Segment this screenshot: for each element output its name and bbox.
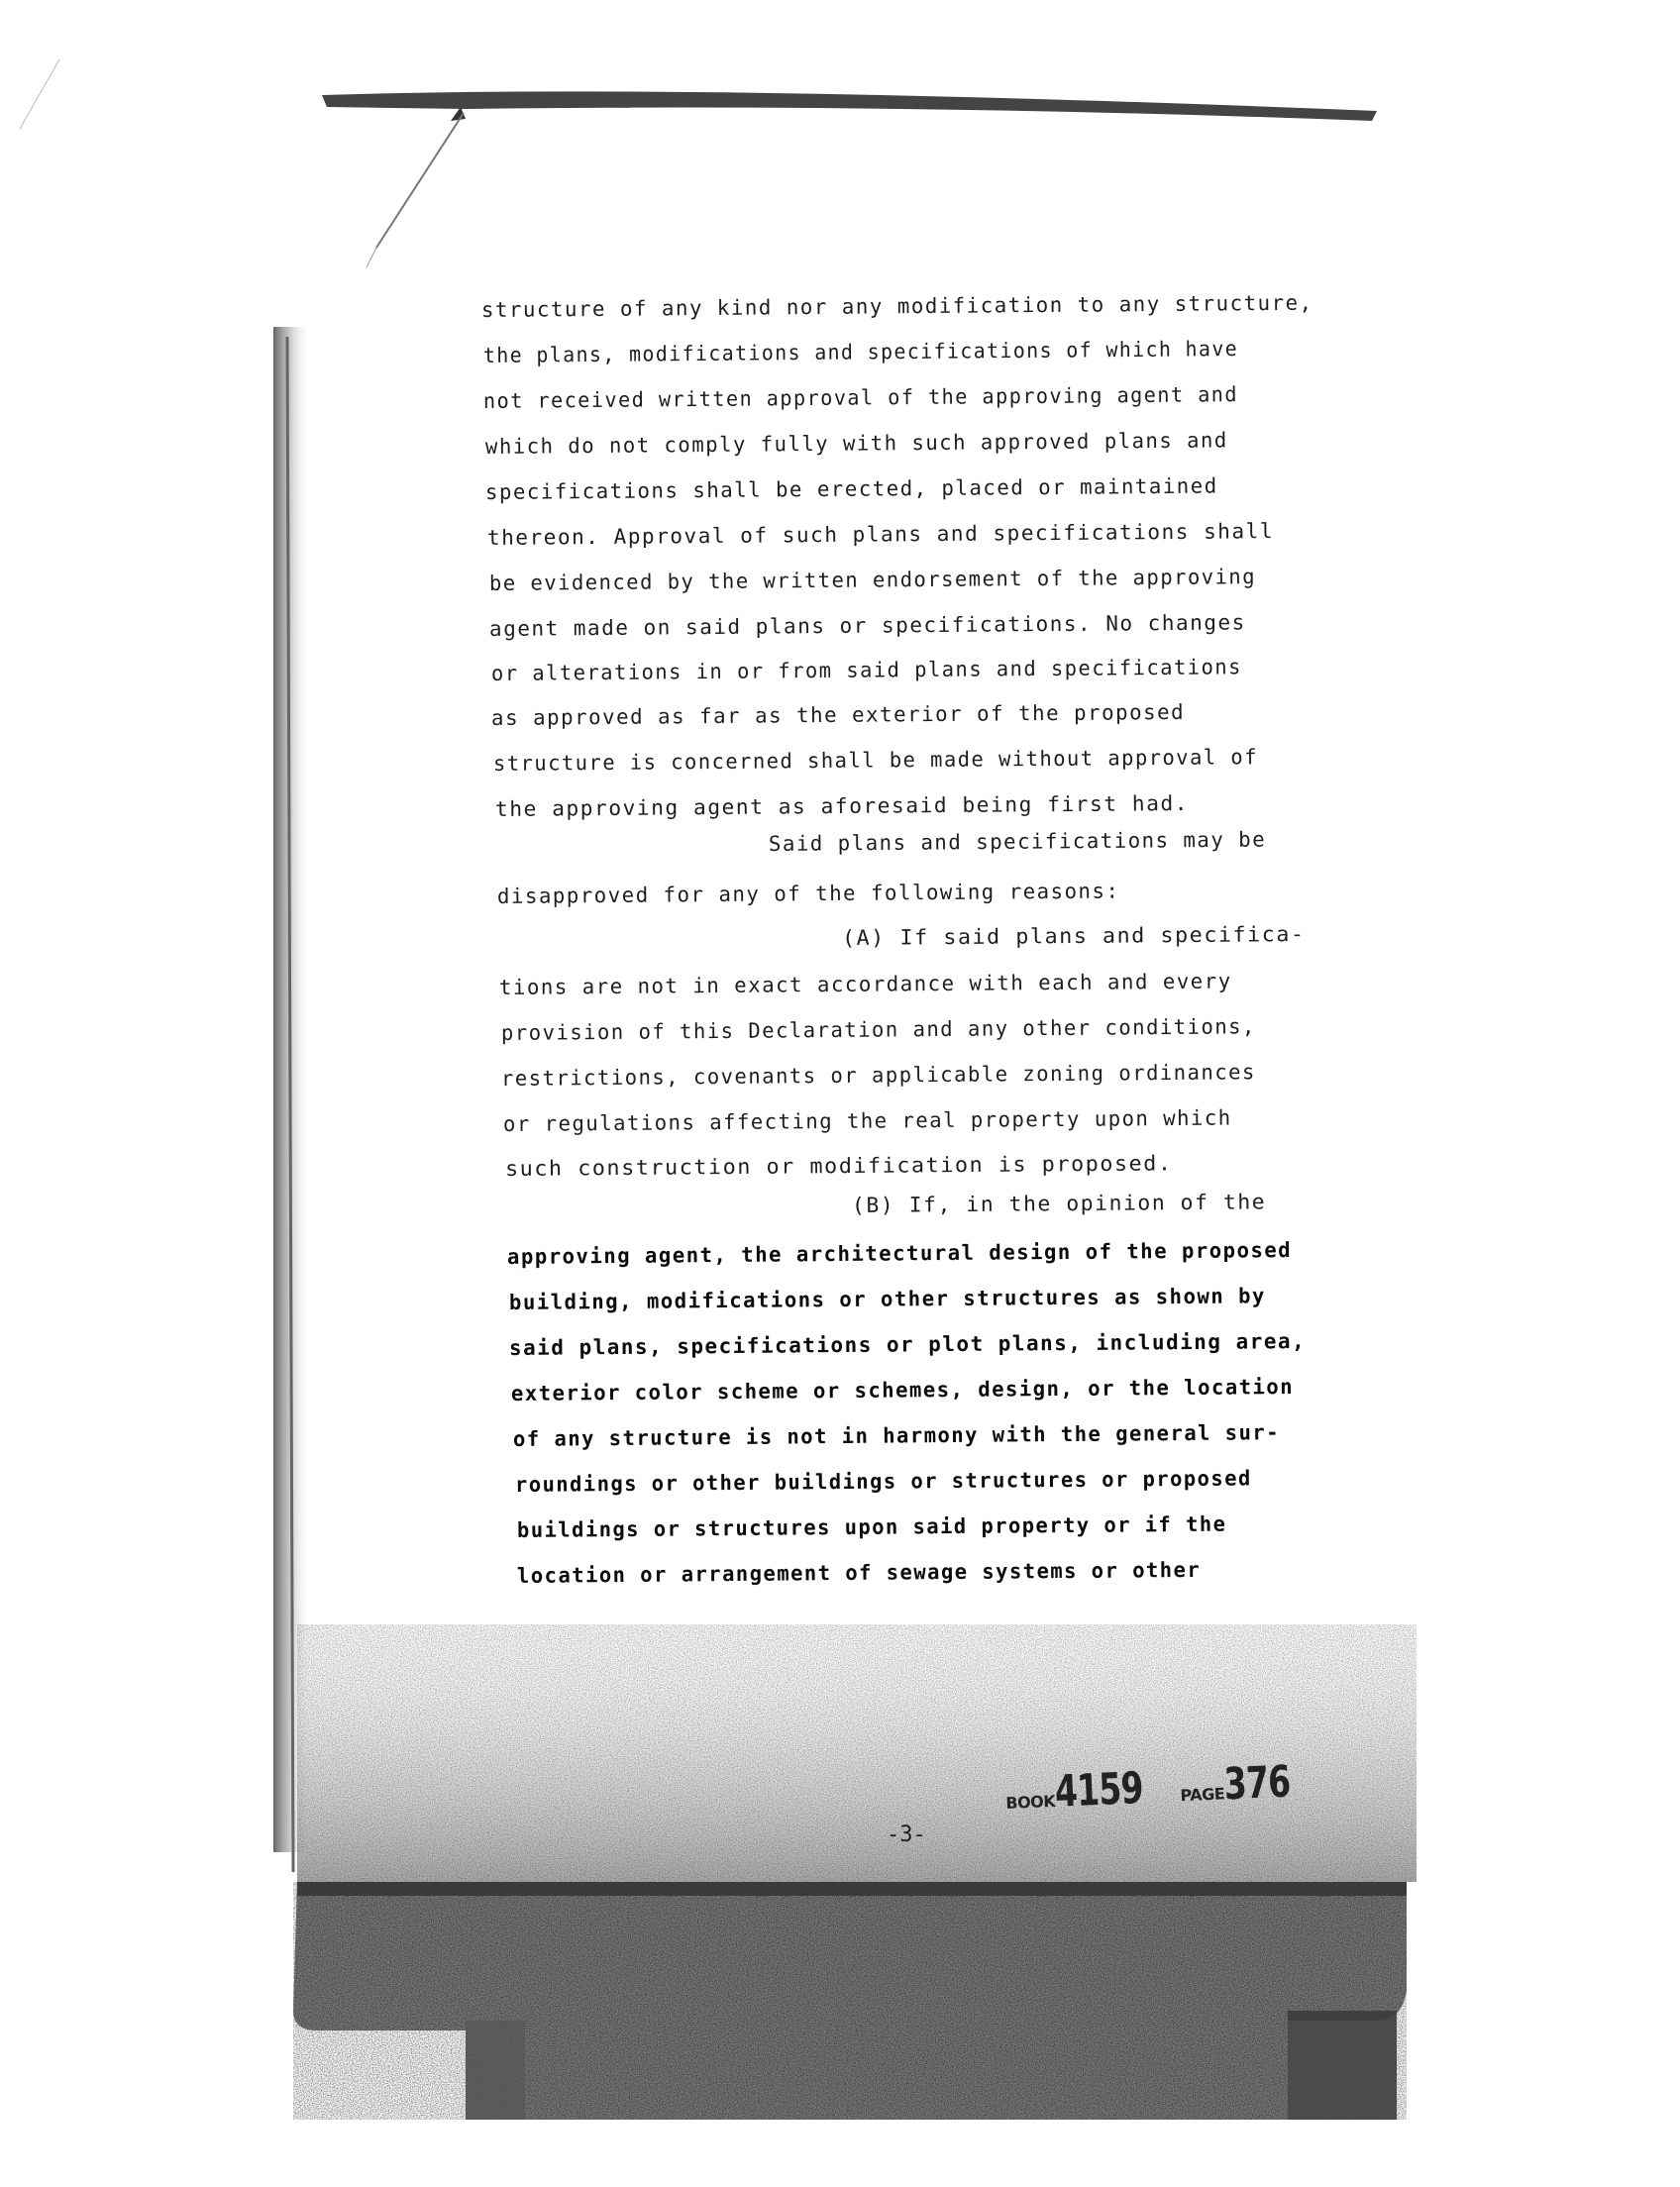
document-line: structure of any kind nor any modification to any structure,	[480, 290, 1313, 322]
document-line: not received written approval of the approving agent and	[482, 382, 1239, 413]
document-line: thereon. Approval of such plans and specifications shall	[486, 519, 1275, 550]
document-line: roundings or other buildings or structures or proposed	[514, 1466, 1252, 1497]
document-line: or alterations in or from said plans and specifications	[490, 655, 1242, 685]
document-line: agent made on said plans or specifications. No changes	[488, 610, 1246, 641]
document-line: restrictions, covenants or applicable zoning ordinances	[500, 1060, 1256, 1091]
document-line: disapproved for any of the following reasons:	[496, 879, 1120, 908]
document-line: building, modifications or other structures as shown by	[508, 1284, 1266, 1314]
book-label: BOOK	[1004, 1791, 1056, 1813]
document-line: the approving agent as aforesaid being first had.	[494, 790, 1190, 821]
document-line: exterior color scheme or schemes, design, or the location	[510, 1374, 1295, 1406]
document-line: provision of this Declaration and any other conditions,	[500, 1014, 1256, 1045]
document-line: specifications shall be erected, placed or maintained	[484, 473, 1218, 504]
document-line: such construction or modification is proposed.	[504, 1151, 1173, 1181]
document-line: approving agent, the architectural design of the proposed	[506, 1237, 1293, 1269]
page-label: PAGE	[1180, 1784, 1225, 1806]
document-line: location or arrangement of sewage systems or other	[516, 1557, 1202, 1588]
document-line: tions are not in exact accordance with each and every	[498, 969, 1232, 999]
stamp-page-number: 376	[1222, 1756, 1292, 1811]
document-line: structure is concerned shall be made without approval of	[492, 745, 1259, 776]
document-line: as approved as far as the exterior of the proposed	[490, 699, 1186, 730]
document-line: buildings or structures upon said property or if the	[516, 1511, 1227, 1542]
book-number: 4159	[1053, 1762, 1144, 1818]
page-number: -3-	[887, 1822, 926, 1847]
document-line: (B) If, in the opinion of the	[851, 1190, 1267, 1217]
document-line: which do not comply fully with such approved plans and	[484, 428, 1228, 459]
top-edge-shadow	[322, 91, 1377, 121]
document-line: or regulations affecting the real property upon which	[502, 1105, 1232, 1136]
document-line: said plans, specifications or plot plans, including area,	[508, 1328, 1307, 1360]
document-line: Said plans and specifications may be	[768, 827, 1267, 856]
document-line: (A) If said plans and specifica-	[841, 922, 1306, 950]
document-line: the plans, modifications and specifications of which have	[482, 336, 1239, 367]
document-line: be evidenced by the written endorsement of the approving	[488, 565, 1257, 595]
document-line: of any structure is not in harmony with the general sur-	[512, 1420, 1281, 1451]
